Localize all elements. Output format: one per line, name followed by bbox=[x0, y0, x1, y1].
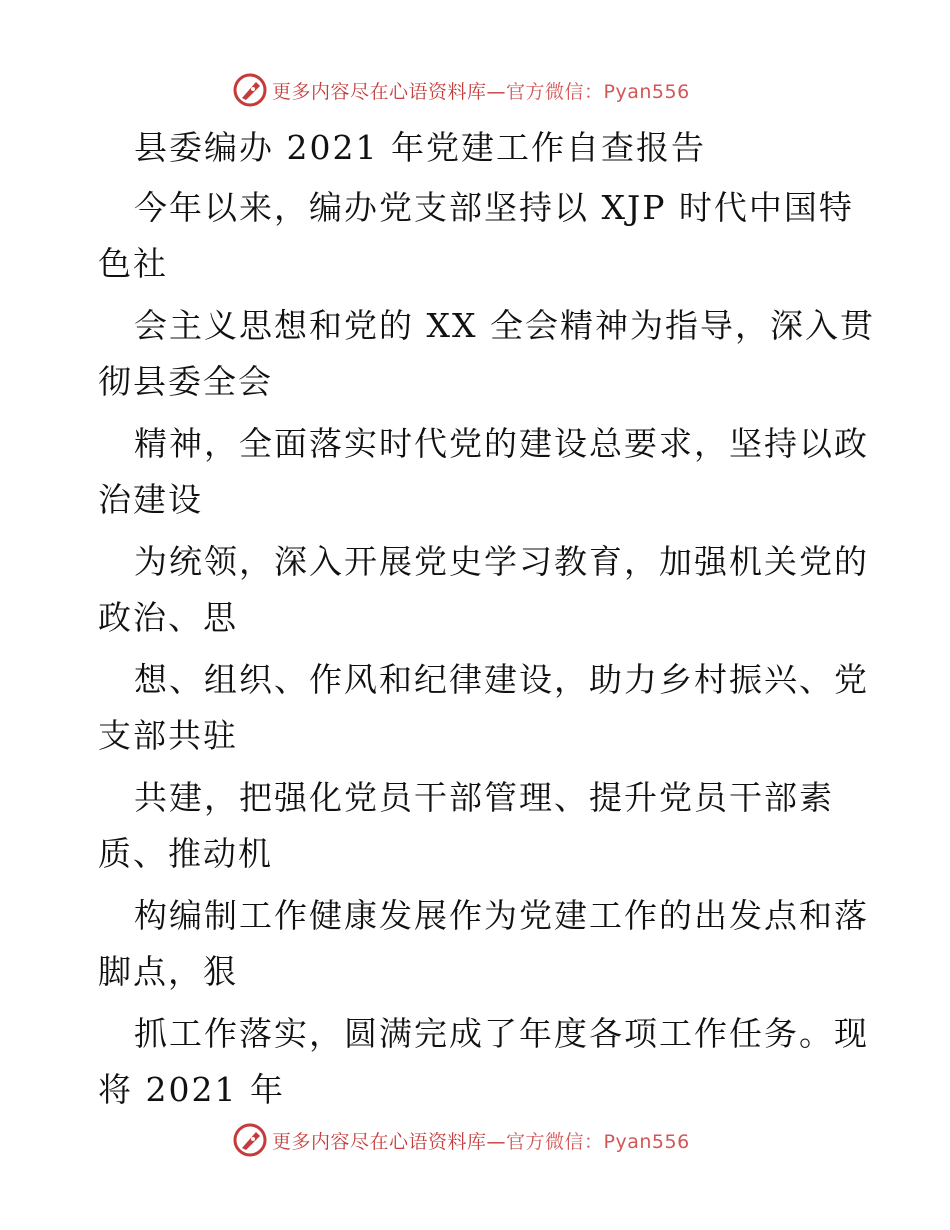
paragraph-line: 将 2021 年 bbox=[98, 1070, 285, 1109]
paragraph-line: 脚点，狠 bbox=[98, 952, 238, 991]
paragraph-line: 为统领，深入开展党史学习教育，加强机关党的 bbox=[134, 542, 869, 581]
paragraph-line: 共建，把强化党员干部管理、提升党员干部素 bbox=[134, 778, 834, 817]
watermark-contact: 官方微信：Pyan556 bbox=[506, 80, 690, 103]
paragraph-line: 质、推动机 bbox=[98, 834, 273, 873]
pen-nib-logo-icon bbox=[232, 1122, 268, 1158]
paragraph-line: 治建设 bbox=[98, 480, 203, 519]
paragraph-line: 想、组织、作风和纪律建设，助力乡村振兴、党 bbox=[134, 660, 869, 699]
watermark-footer bbox=[232, 1120, 732, 1160]
paragraph-line: 政治、思 bbox=[98, 598, 238, 637]
watermark-contact: 官方微信：Pyan556 bbox=[506, 1130, 690, 1153]
watermark-site: 更多内容尽在心语资料库— bbox=[272, 80, 507, 103]
watermark-text bbox=[272, 1127, 690, 1154]
watermark-header bbox=[232, 70, 732, 110]
document-title: 县委编办 2021 年党建工作自查报告 bbox=[134, 128, 706, 167]
paragraph-line: 今年以来，编办党支部坚持以 XJP 时代中国特 bbox=[134, 188, 854, 227]
paragraph-line: 支部共驻 bbox=[98, 716, 238, 755]
paragraph-line: 会主义思想和党的 XX 全会精神为指导，深入贯 bbox=[134, 306, 875, 345]
paragraph-line: 精神，全面落实时代党的建设总要求，坚持以政 bbox=[134, 424, 869, 463]
paragraph-line: 构编制工作健康发展作为党建工作的出发点和落 bbox=[134, 896, 869, 935]
watermark-site: 更多内容尽在心语资料库— bbox=[272, 1130, 507, 1153]
pen-nib-logo-icon bbox=[232, 72, 268, 108]
paragraph-line: 抓工作落实，圆满完成了年度各项工作任务。现 bbox=[134, 1014, 869, 1053]
paragraph-line: 色社 bbox=[98, 244, 168, 283]
watermark-text bbox=[272, 77, 690, 104]
paragraph-line: 彻县委全会 bbox=[98, 362, 273, 401]
